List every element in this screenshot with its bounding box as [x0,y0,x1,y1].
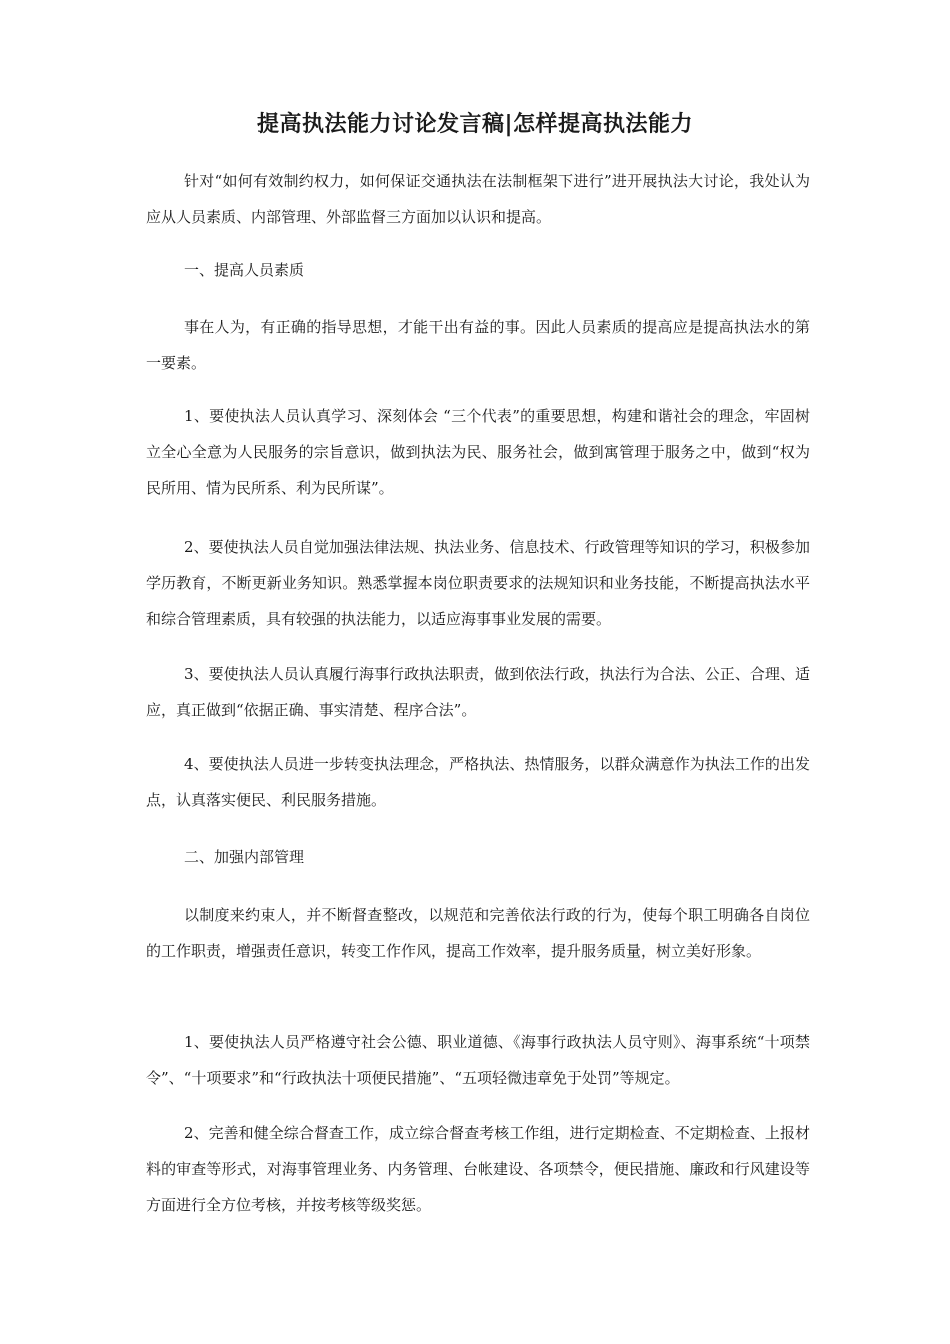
section-1-item-2: 2、要使执法人员自觉加强法律法规、执法业务、信息技术、行政管理等知识的学习，积极参加学历教育，不断更新业务知识。熟悉掌握本岗位职责要求的法规知识和业务技能，不断提高执法水平和综合管理素质，具有较强的执法能力，以适应海事事业发展的需要。 [146,538,810,628]
intro-paragraph: 针对“如何有效制约权力，如何保证交通执法在法制框架下进行”进开展执法大讨论，我处认为应从人员素质、内部管理、外部监督三方面加以认识和提高。 [146,172,810,226]
section-heading-2: 二、加强内部管理 [184,848,305,866]
section-2-item-2: 2、完善和健全综合督查工作，成立综合督查考核工作组，进行定期检查、不定期检查、上报材料的审查等形式，对海事管理业务、内务管理、台帐建设、各项禁令，便民措施、廉政和行风建设等方面进行全方位考核，并按考核等级奖惩。 [146,1124,810,1214]
section-2-intro-paragraph: 以制度来约束人，并不断督查整改，以规范和完善依法行政的行为，使每个职工明确各自岗位的工作职责，增强责任意识，转变工作作风，提高工作效率，提升服务质量，树立美好形象。 [146,906,810,960]
section-heading-1: 一、提高人员素质 [184,261,305,279]
section-1-item-3: 3、要使执法人员认真履行海事行政执法职责，做到依法行政，执法行为合法、公正、合理、适应，真正做到“依据正确、事实清楚、程序合法”。 [146,665,810,719]
section-1-item-1: 1、要使执法人员认真学习、深刻体会 “三个代表”的重要思想，构建和谐社会的理念，牢固树立全心全意为人民服务的宗旨意识，做到执法为民、服务社会，做到寓管理于服务之中，做到“权为民所用、情为民所系、利为民所谋”。 [146,407,810,497]
document-title: 提高执法能力讨论发言稿|怎样提高执法能力 [256,112,694,137]
section-2-item-1: 1、要使执法人员严格遵守社会公德、职业道德、《海事行政执法人员守则》、海事系统“十项禁令”、“十项要求”和“行政执法十项便民措施”、“五项轻微违章免于处罚”等规定。 [146,1033,810,1087]
section-1-item-4: 4、要使执法人员进一步转变执法理念，严格执法、热情服务，以群众满意作为执法工作的出发点，认真落实便民、利民服务措施。 [146,755,810,809]
section-1-intro-paragraph: 事在人为，有正确的指导思想，才能干出有益的事。因此人员素质的提高应是提高执法水的第一要素。 [146,318,810,372]
